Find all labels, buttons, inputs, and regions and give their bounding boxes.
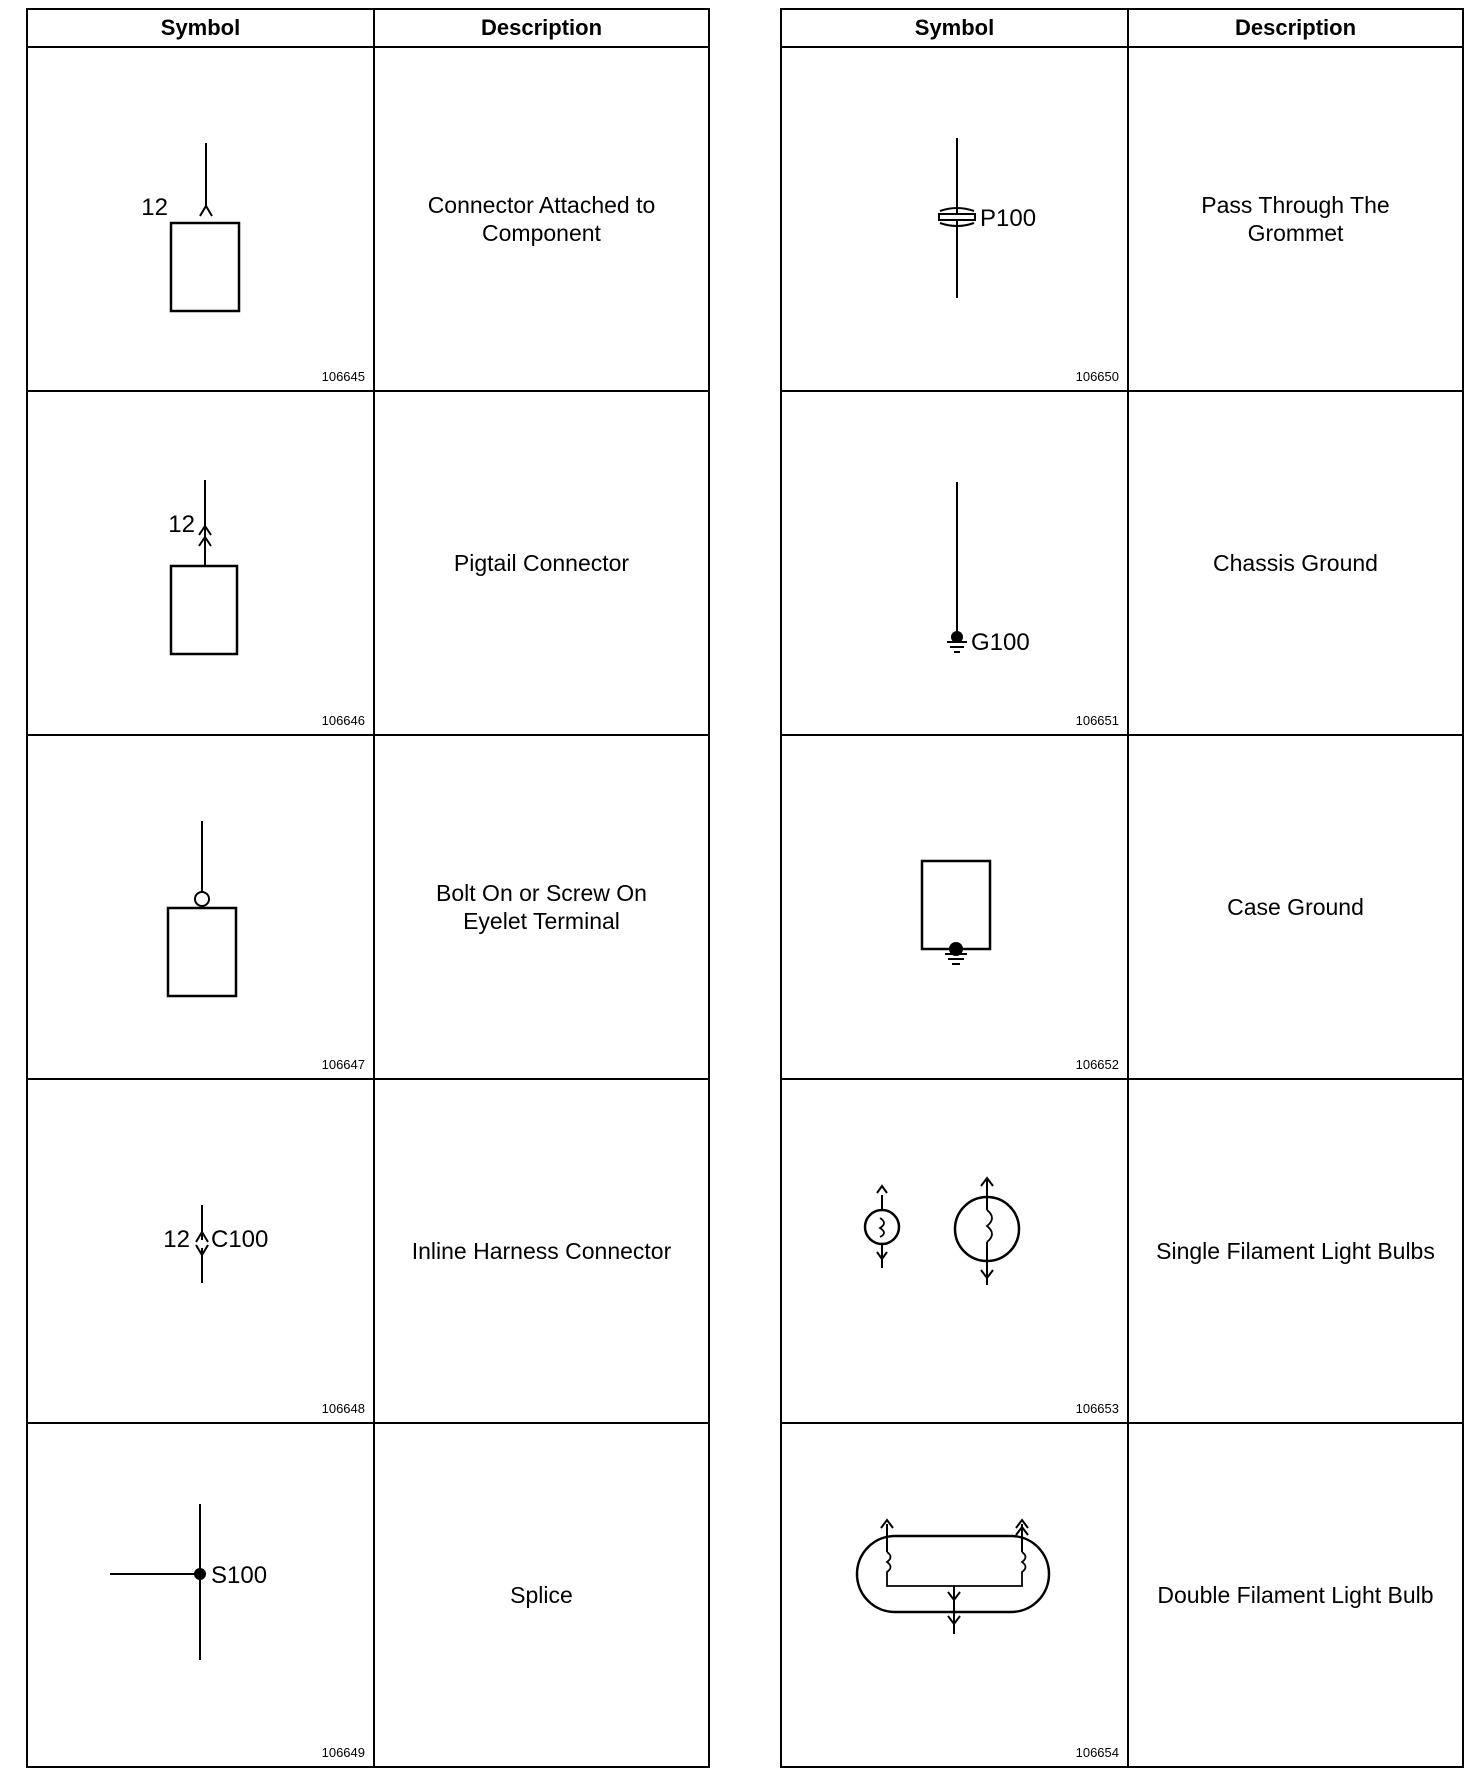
description-text: Double Filament Light Bulb: [1157, 1582, 1434, 1608]
description-cell: [1128, 735, 1463, 1079]
description-cell: [1128, 1079, 1463, 1423]
table-row: [27, 1079, 709, 1423]
symbol-header: Symbol: [781, 9, 1128, 47]
symbol-cell: [781, 1079, 1128, 1423]
figure-number: 106645: [321, 369, 365, 384]
description-cell: [1128, 391, 1463, 735]
description-text: Chassis Ground: [1213, 550, 1378, 576]
table-row: [27, 391, 709, 735]
description-cell: [374, 1423, 709, 1767]
description-text: Case Ground: [1227, 894, 1364, 920]
symbol-cell: [781, 47, 1128, 391]
description-cell: [1128, 1423, 1463, 1767]
table-row: [27, 1423, 709, 1767]
figure-number: 106652: [1075, 1057, 1119, 1072]
description-header: Description: [1128, 9, 1463, 47]
description-cell: [374, 391, 709, 735]
figure-number: 106650: [1075, 369, 1119, 384]
right-symbol-table: [780, 8, 1464, 1768]
symbol-cell: [27, 391, 374, 735]
case-ground-symbol: [782, 736, 1127, 1078]
inline-harness-connector-symbol: [28, 1080, 373, 1422]
table-row: [781, 735, 1463, 1079]
description-text: Pigtail Connector: [453, 550, 630, 576]
table-row: [781, 1423, 1463, 1767]
connector-attached-symbol: [28, 48, 373, 390]
description-text: Inline Harness Connector: [411, 1238, 672, 1264]
chassis-ground-symbol: [782, 392, 1127, 734]
symbol-cell: [781, 391, 1128, 735]
double-filament-bulb-symbol: [782, 1424, 1127, 1766]
pin-number-label: 12: [141, 194, 168, 221]
grommet-id-label: P100: [980, 205, 1037, 232]
symbol-cell: [27, 1079, 374, 1423]
table-row: [781, 391, 1463, 735]
symbol-cell: [781, 1423, 1128, 1767]
symbol-cell: [781, 735, 1128, 1079]
figure-number: 106649: [321, 1745, 365, 1760]
figure-number: 106653: [1075, 1401, 1119, 1416]
symbol-cell: [27, 47, 374, 391]
description-text: Single Filament Light Bulbs: [1156, 1238, 1435, 1264]
left-symbol-table: [26, 8, 710, 1768]
figure-number: 106654: [1075, 1745, 1119, 1760]
figure-number: 106648: [321, 1401, 365, 1416]
table-row: [781, 1079, 1463, 1423]
table-row: [27, 735, 709, 1079]
ground-id-label: G100: [971, 629, 1030, 656]
figure-number: 106651: [1075, 713, 1119, 728]
description-text: Pass Through The Grommet: [1201, 192, 1390, 246]
figure-number: 106646: [321, 713, 365, 728]
grommet-pass-through-symbol: [782, 48, 1127, 390]
symbol-header: Symbol: [27, 9, 374, 47]
pin-number-label: 12: [168, 511, 195, 538]
single-filament-bulbs-symbol: [782, 1080, 1127, 1422]
splice-id-label: S100: [211, 1562, 268, 1589]
description-header: Description: [374, 9, 709, 47]
table-row: [781, 47, 1463, 391]
description-text: Connector Attached to Component: [427, 192, 656, 246]
symbol-cell: [27, 735, 374, 1079]
description-cell: [374, 1079, 709, 1423]
eyelet-terminal-symbol: [28, 736, 373, 1078]
table-row: [27, 47, 709, 391]
pin-number-label: 12: [163, 1226, 190, 1253]
description-text: Splice: [510, 1582, 573, 1608]
splice-symbol: [28, 1424, 373, 1766]
connector-id-label: C100: [211, 1226, 269, 1253]
symbol-cell: [27, 1423, 374, 1767]
description-cell: [374, 47, 709, 391]
description-cell: [374, 735, 709, 1079]
description-text: Bolt On or Screw On Eyelet Terminal: [436, 880, 647, 934]
figure-number: 106647: [321, 1057, 365, 1072]
pigtail-connector-symbol: [28, 392, 373, 734]
description-cell: [1128, 47, 1463, 391]
